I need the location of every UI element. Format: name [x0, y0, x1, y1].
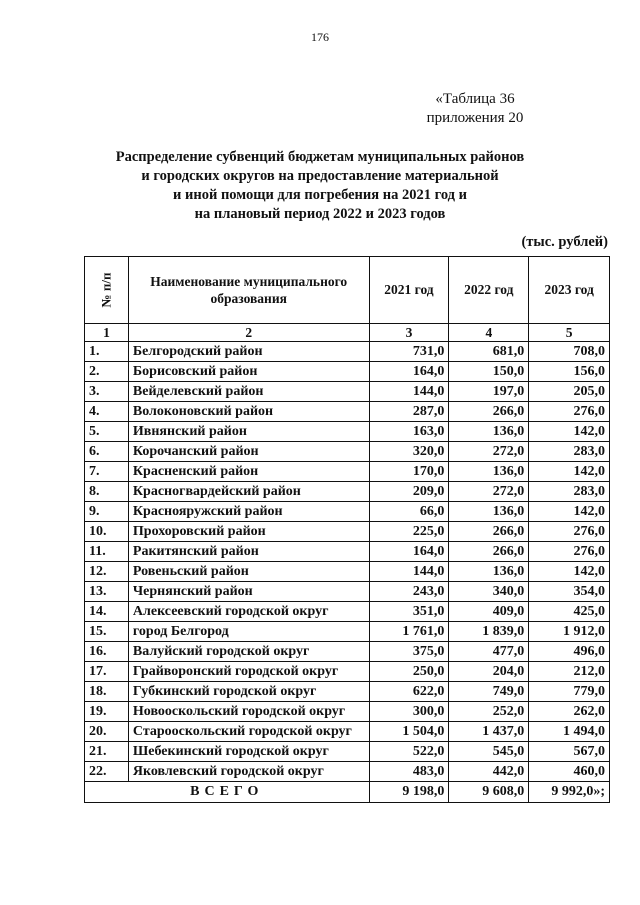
- title-line-2: и городских округов на предоставление материальной: [141, 168, 499, 184]
- row-number: 6.: [85, 442, 129, 462]
- page-number: 176: [311, 30, 329, 44]
- value-2023: 142,0: [529, 422, 610, 442]
- value-2021: 144,0: [369, 562, 449, 582]
- municipality-name: Яковлевский городской округ: [128, 762, 369, 782]
- value-2021: 1 761,0: [369, 622, 449, 642]
- table-row: [85, 502, 610, 522]
- title-line-1: Распределение субвенций бюджетам муниципальных районов: [115, 149, 525, 165]
- index-cell: 5: [529, 324, 610, 342]
- table-caption: [360, 90, 590, 128]
- table-row: [85, 342, 610, 362]
- municipality-name: Шебекинский городской округ: [128, 742, 369, 762]
- table-row: [85, 402, 610, 422]
- value-2022: 266,0: [449, 402, 529, 422]
- municipality-name: Новооскольский городской округ: [128, 702, 369, 722]
- value-2022: 272,0: [449, 442, 529, 462]
- value-2022: 272,0: [449, 482, 529, 502]
- value-2023: 460,0: [529, 762, 610, 782]
- header-name: Наименование муниципального образования: [128, 257, 369, 324]
- row-number: 5.: [85, 422, 129, 442]
- value-2022: 266,0: [449, 522, 529, 542]
- value-2022: 266,0: [449, 542, 529, 562]
- municipality-name: Чернянский район: [128, 582, 369, 602]
- value-2023: 567,0: [529, 742, 610, 762]
- municipality-name: Вейделевский район: [128, 382, 369, 402]
- index-cell: 3: [369, 324, 449, 342]
- row-number: 21.: [85, 742, 129, 762]
- value-2022: 136,0: [449, 502, 529, 522]
- header-2023: 2023 год: [529, 257, 610, 324]
- value-2022: 545,0: [449, 742, 529, 762]
- value-2021: 225,0: [369, 522, 449, 542]
- table-row: [85, 622, 610, 642]
- value-2021: 483,0: [369, 762, 449, 782]
- index-cell: 4: [449, 324, 529, 342]
- value-2022: 340,0: [449, 582, 529, 602]
- value-2021: 164,0: [369, 362, 449, 382]
- value-2023: 156,0: [529, 362, 610, 382]
- row-number: 12.: [85, 562, 129, 582]
- municipality-name: Корочанский район: [128, 442, 369, 462]
- index-row: [85, 324, 610, 342]
- municipality-name: Губкинский городской округ: [128, 682, 369, 702]
- municipality-name: Белгородский район: [128, 342, 369, 362]
- value-2023: 496,0: [529, 642, 610, 662]
- municipality-name: Старооскольский городской округ: [128, 722, 369, 742]
- value-2021: 522,0: [369, 742, 449, 762]
- municipality-name: Валуйский городской округ: [128, 642, 369, 662]
- title-line-4: на плановый период 2022 и 2023 годов: [194, 206, 446, 222]
- row-number: 15.: [85, 622, 129, 642]
- table-row: [85, 742, 610, 762]
- value-2021: 164,0: [369, 542, 449, 562]
- value-2022: 136,0: [449, 562, 529, 582]
- value-2022: 150,0: [449, 362, 529, 382]
- value-2023: 142,0: [529, 462, 610, 482]
- value-2023: 142,0: [529, 562, 610, 582]
- value-2021: 351,0: [369, 602, 449, 622]
- table-row: [85, 382, 610, 402]
- row-number: 3.: [85, 382, 129, 402]
- value-2022: 409,0: [449, 602, 529, 622]
- value-2021: 163,0: [369, 422, 449, 442]
- value-2021: 1 504,0: [369, 722, 449, 742]
- table-row: [85, 542, 610, 562]
- table-row: [85, 482, 610, 502]
- value-2022: 1 839,0: [449, 622, 529, 642]
- value-2021: 300,0: [369, 702, 449, 722]
- value-2022: 442,0: [449, 762, 529, 782]
- value-2021: 209,0: [369, 482, 449, 502]
- row-number: 11.: [85, 542, 129, 562]
- table-row: [85, 602, 610, 622]
- value-2023: 283,0: [529, 442, 610, 462]
- row-number: 17.: [85, 662, 129, 682]
- municipality-name: Волоконовский район: [128, 402, 369, 422]
- header-num: № п/п: [85, 257, 129, 324]
- value-2023: 708,0: [529, 342, 610, 362]
- table-row: [85, 762, 610, 782]
- row-number: 18.: [85, 682, 129, 702]
- value-2023: 262,0: [529, 702, 610, 722]
- table-row: [85, 682, 610, 702]
- table-row: [85, 442, 610, 462]
- value-2023: 276,0: [529, 402, 610, 422]
- municipality-name: Алексеевский городской округ: [128, 602, 369, 622]
- document-title: [70, 148, 570, 224]
- index-cell: 2: [128, 324, 369, 342]
- row-number: 19.: [85, 702, 129, 722]
- header-2021: 2021 год: [369, 257, 449, 324]
- value-2023: 779,0: [529, 682, 610, 702]
- index-cell: 1: [85, 324, 129, 342]
- row-number: 10.: [85, 522, 129, 542]
- value-2023: 276,0: [529, 542, 610, 562]
- value-2023: 283,0: [529, 482, 610, 502]
- municipality-name: Ивнянский район: [128, 422, 369, 442]
- value-2021: 622,0: [369, 682, 449, 702]
- row-number: 22.: [85, 762, 129, 782]
- value-2021: 66,0: [369, 502, 449, 522]
- total-2022: 9 608,0: [449, 782, 529, 803]
- value-2022: 681,0: [449, 342, 529, 362]
- row-number: 16.: [85, 642, 129, 662]
- table-row: [85, 582, 610, 602]
- row-number: 4.: [85, 402, 129, 422]
- table-row: [85, 562, 610, 582]
- municipality-name: Ракитянский район: [128, 542, 369, 562]
- municipality-name: Прохоровский район: [128, 522, 369, 542]
- value-2022: 1 437,0: [449, 722, 529, 742]
- municipality-name: Борисовский район: [128, 362, 369, 382]
- value-2021: 243,0: [369, 582, 449, 602]
- value-2023: 1 494,0: [529, 722, 610, 742]
- value-2022: 136,0: [449, 422, 529, 442]
- value-2023: 212,0: [529, 662, 610, 682]
- table-row: [85, 462, 610, 482]
- value-2022: 204,0: [449, 662, 529, 682]
- value-2023: 142,0: [529, 502, 610, 522]
- row-number: 2.: [85, 362, 129, 382]
- caption-line-1: «Таблица 36: [435, 91, 515, 107]
- unit-label: (тыс. рублей): [521, 234, 608, 250]
- table-row: [85, 362, 610, 382]
- value-2022: 252,0: [449, 702, 529, 722]
- value-2022: 477,0: [449, 642, 529, 662]
- municipality-name: Красненский район: [128, 462, 369, 482]
- row-number: 7.: [85, 462, 129, 482]
- row-number: 1.: [85, 342, 129, 362]
- title-line-3: и иной помощи для погребения на 2021 год и: [173, 187, 467, 203]
- table-row: [85, 422, 610, 442]
- value-2023: 425,0: [529, 602, 610, 622]
- municipality-name: Красногвардейский район: [128, 482, 369, 502]
- value-2023: 205,0: [529, 382, 610, 402]
- value-2021: 287,0: [369, 402, 449, 422]
- municipality-name: Грайворонский городской округ: [128, 662, 369, 682]
- value-2021: 731,0: [369, 342, 449, 362]
- value-2022: 136,0: [449, 462, 529, 482]
- row-number: 8.: [85, 482, 129, 502]
- value-2023: 276,0: [529, 522, 610, 542]
- table-row: [85, 642, 610, 662]
- value-2021: 250,0: [369, 662, 449, 682]
- table-row: [85, 662, 610, 682]
- row-number: 20.: [85, 722, 129, 742]
- municipality-name: Краснояружский район: [128, 502, 369, 522]
- header-row: [85, 257, 610, 324]
- value-2023: 1 912,0: [529, 622, 610, 642]
- total-2021: 9 198,0: [369, 782, 449, 803]
- value-2022: 197,0: [449, 382, 529, 402]
- row-number: 14.: [85, 602, 129, 622]
- value-2021: 144,0: [369, 382, 449, 402]
- value-2021: 320,0: [369, 442, 449, 462]
- row-number: 9.: [85, 502, 129, 522]
- total-2023: 9 992,0»;: [529, 782, 610, 803]
- total-row: [85, 782, 610, 803]
- subvention-table: [84, 256, 610, 803]
- total-label: ВСЕГО: [85, 782, 370, 803]
- row-number: 13.: [85, 582, 129, 602]
- municipality-name: Ровеньский район: [128, 562, 369, 582]
- value-2021: 375,0: [369, 642, 449, 662]
- value-2023: 354,0: [529, 582, 610, 602]
- table-row: [85, 702, 610, 722]
- header-2022: 2022 год: [449, 257, 529, 324]
- value-2021: 170,0: [369, 462, 449, 482]
- municipality-name: город Белгород: [128, 622, 369, 642]
- caption-line-2: приложения 20: [426, 110, 524, 126]
- table-row: [85, 522, 610, 542]
- table-row: [85, 722, 610, 742]
- table-body: [85, 342, 610, 782]
- value-2022: 749,0: [449, 682, 529, 702]
